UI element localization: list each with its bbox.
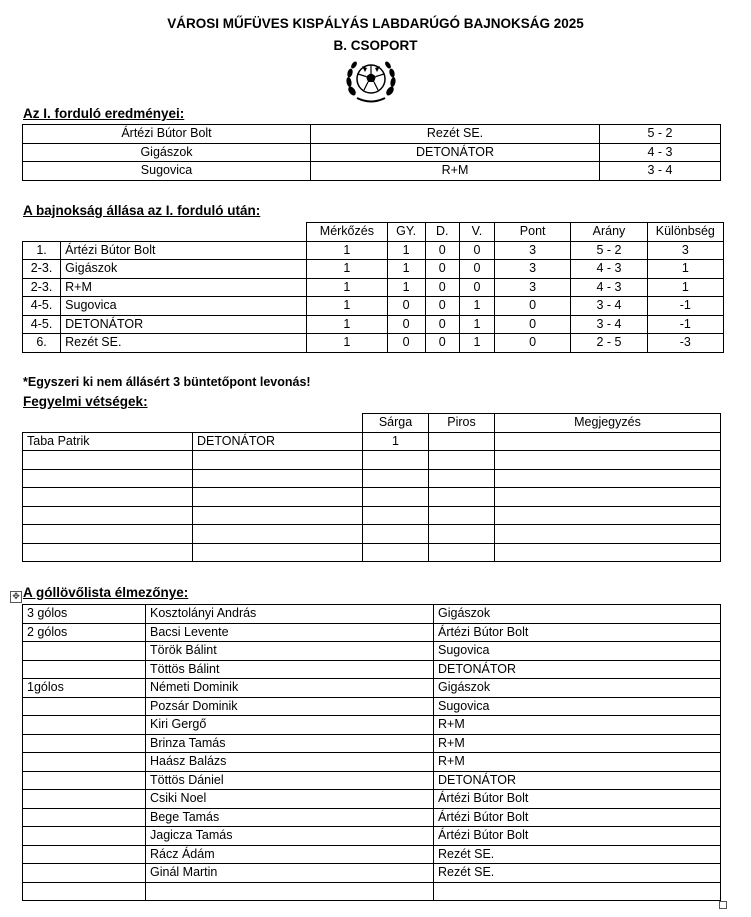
wins-cell: 1 <box>387 241 425 260</box>
end-of-cell-marker <box>719 901 727 909</box>
ratio-cell: 4 - 3 <box>571 260 647 279</box>
player-cell: Németi Dominik <box>146 679 434 698</box>
points-cell: 3 <box>494 278 570 297</box>
soccer-ball-laurel-icon <box>343 55 399 105</box>
team-cell: DETONÁTOR <box>434 771 721 790</box>
points-cell: 0 <box>494 297 570 316</box>
points-cell: 0 <box>494 315 570 334</box>
position-cell: 4-5. <box>23 297 61 316</box>
standings-row <box>23 241 724 260</box>
discipline-row <box>23 525 721 544</box>
player-cell: Török Bálint <box>146 642 434 661</box>
played-cell: 1 <box>307 315 387 334</box>
standings-row <box>23 297 724 316</box>
note-cell <box>495 506 721 525</box>
yellow-card-cell <box>363 488 429 507</box>
team-cell <box>193 525 363 544</box>
goals-cell: 3 gólos <box>23 605 146 624</box>
player-cell: Kosztolányi András <box>146 605 434 624</box>
goals-cell <box>23 697 146 716</box>
player-cell <box>23 543 193 562</box>
team-cell <box>193 469 363 488</box>
draws-cell: 0 <box>425 334 459 353</box>
note-cell <box>495 432 721 451</box>
discipline-row <box>23 506 721 525</box>
team-cell: Sugovica <box>61 297 307 316</box>
ratio-cell: 5 - 2 <box>571 241 647 260</box>
team-cell: Gigászok <box>434 679 721 698</box>
team-cell <box>193 543 363 562</box>
points-cell: 0 <box>494 334 570 353</box>
team-cell: Sugovica <box>434 697 721 716</box>
ratio-cell: 3 - 4 <box>571 297 647 316</box>
team-cell: Ártézi Bútor Bolt <box>434 827 721 846</box>
yellow-card-cell <box>363 506 429 525</box>
discipline-header-row <box>23 414 721 433</box>
difference-cell: -1 <box>647 297 723 316</box>
goals-cell: 1gólos <box>23 679 146 698</box>
result-row <box>23 125 721 144</box>
player-cell <box>23 469 193 488</box>
ratio-cell: 3 - 4 <box>571 315 647 334</box>
score-cell: 4 - 3 <box>600 143 721 162</box>
col-header: V. <box>459 223 494 242</box>
scorer-row <box>23 790 721 809</box>
score-cell: 3 - 4 <box>600 162 721 181</box>
goals-cell <box>23 716 146 735</box>
yellow-card-cell <box>363 543 429 562</box>
note-cell <box>495 543 721 562</box>
player-cell <box>23 488 193 507</box>
red-card-cell <box>429 543 495 562</box>
scorer-row <box>23 808 721 827</box>
difference-cell: 1 <box>647 278 723 297</box>
team-cell: R+M <box>434 753 721 772</box>
team-cell: Gigászok <box>61 260 307 279</box>
col-header: D. <box>425 223 459 242</box>
player-cell <box>146 882 434 901</box>
goals-cell <box>23 827 146 846</box>
player-cell: Bacsi Levente <box>146 623 434 642</box>
red-card-cell <box>429 469 495 488</box>
difference-cell: -3 <box>647 334 723 353</box>
wins-cell: 0 <box>387 315 425 334</box>
scorer-row <box>23 827 721 846</box>
col-header: Mérkőzés <box>307 223 387 242</box>
page-title: VÁROSI MŰFÜVES KISPÁLYÁS LABDARÚGÓ BAJNOKSÁG 2025 <box>167 16 584 31</box>
goals-cell <box>23 845 146 864</box>
played-cell: 1 <box>307 260 387 279</box>
standings-row <box>23 315 724 334</box>
scorer-row <box>23 679 721 698</box>
red-card-cell <box>429 451 495 470</box>
team-cell <box>193 488 363 507</box>
note-cell <box>495 451 721 470</box>
player-cell <box>23 525 193 544</box>
draws-cell: 0 <box>425 241 459 260</box>
discipline-row <box>23 469 721 488</box>
player-cell: Brinza Tamás <box>146 734 434 753</box>
team-cell: DETONÁTOR <box>61 315 307 334</box>
team-cell: Rezét SE. <box>61 334 307 353</box>
col-header: Sárga <box>363 414 429 433</box>
scorer-row <box>23 623 721 642</box>
goals-cell <box>23 882 146 901</box>
losses-cell: 0 <box>459 241 494 260</box>
col-header: GY. <box>387 223 425 242</box>
col-header: Különbség <box>647 223 723 242</box>
results-heading: Az I. forduló eredményei: <box>23 106 185 121</box>
scorer-row <box>23 734 721 753</box>
points-cell: 3 <box>494 260 570 279</box>
played-cell: 1 <box>307 334 387 353</box>
goals-cell <box>23 753 146 772</box>
note-cell <box>495 469 721 488</box>
team-cell <box>434 882 721 901</box>
result-row <box>23 143 721 162</box>
losses-cell: 1 <box>459 334 494 353</box>
difference-cell: 1 <box>647 260 723 279</box>
scorers-table <box>22 604 721 901</box>
standings-table <box>22 222 724 353</box>
scorer-row <box>23 642 721 661</box>
team-cell: Sugovica <box>434 642 721 661</box>
home-team-cell: Gigászok <box>23 143 311 162</box>
table-move-handle-icon[interactable]: ✥ <box>10 591 22 603</box>
home-team-cell: Ártézi Bútor Bolt <box>23 125 311 144</box>
score-cell: 5 - 2 <box>600 125 721 144</box>
standings-row <box>23 278 724 297</box>
wins-cell: 1 <box>387 278 425 297</box>
result-row <box>23 162 721 181</box>
page-subtitle: B. CSOPORT <box>333 38 418 53</box>
discipline-row <box>23 451 721 470</box>
difference-cell: -1 <box>647 315 723 334</box>
player-cell: Töttös Bálint <box>146 660 434 679</box>
position-cell: 4-5. <box>23 315 61 334</box>
losses-cell: 0 <box>459 260 494 279</box>
draws-cell: 0 <box>425 278 459 297</box>
played-cell: 1 <box>307 241 387 260</box>
results-table <box>22 124 721 181</box>
player-cell <box>23 451 193 470</box>
played-cell: 1 <box>307 297 387 316</box>
scorer-row <box>23 605 721 624</box>
goals-cell <box>23 790 146 809</box>
team-cell: Ártézi Bútor Bolt <box>434 790 721 809</box>
ratio-cell: 4 - 3 <box>571 278 647 297</box>
player-cell: Kiri Gergő <box>146 716 434 735</box>
losses-cell: 1 <box>459 297 494 316</box>
col-header: Arány <box>571 223 647 242</box>
yellow-card-cell <box>363 451 429 470</box>
team-cell: Ártézi Bútor Bolt <box>434 808 721 827</box>
team-cell: R+M <box>61 278 307 297</box>
player-cell: Töttös Dániel <box>146 771 434 790</box>
played-cell: 1 <box>307 278 387 297</box>
scorer-row <box>23 771 721 790</box>
goals-cell <box>23 864 146 883</box>
away-team-cell: DETONÁTOR <box>311 143 600 162</box>
position-cell: 2-3. <box>23 260 61 279</box>
player-cell: Haász Balázs <box>146 753 434 772</box>
away-team-cell: R+M <box>311 162 600 181</box>
team-cell <box>193 506 363 525</box>
team-cell: DETONÁTOR <box>193 432 363 451</box>
scorer-row <box>23 845 721 864</box>
yellow-card-cell <box>363 525 429 544</box>
goals-cell: 2 gólos <box>23 623 146 642</box>
player-cell: Pozsár Dominik <box>146 697 434 716</box>
player-cell: Bege Tamás <box>146 808 434 827</box>
draws-cell: 0 <box>425 297 459 316</box>
red-card-cell <box>429 432 495 451</box>
col-header: Piros <box>429 414 495 433</box>
scorer-row <box>23 660 721 679</box>
discipline-row <box>23 488 721 507</box>
red-card-cell <box>429 506 495 525</box>
wins-cell: 0 <box>387 297 425 316</box>
note-cell <box>495 488 721 507</box>
team-cell: R+M <box>434 716 721 735</box>
discipline-table <box>22 413 721 562</box>
goals-cell <box>23 734 146 753</box>
player-cell: Ginál Martin <box>146 864 434 883</box>
standings-header-row <box>23 223 724 242</box>
team-cell: Rezét SE. <box>434 845 721 864</box>
draws-cell: 0 <box>425 260 459 279</box>
goals-cell <box>23 771 146 790</box>
penalty-notice: *Egyszeri ki nem állásért 3 büntetőpont levonás! <box>23 375 311 389</box>
scorers-heading: A góllövőlista élmezőnye: <box>23 585 189 600</box>
scorer-row <box>23 753 721 772</box>
losses-cell: 0 <box>459 278 494 297</box>
away-team-cell: Rezét SE. <box>311 125 600 144</box>
red-card-cell <box>429 525 495 544</box>
ratio-cell: 2 - 5 <box>571 334 647 353</box>
points-cell: 3 <box>494 241 570 260</box>
scorer-row <box>23 697 721 716</box>
discipline-heading: Fegyelmi vétségek: <box>23 394 148 409</box>
team-cell: R+M <box>434 734 721 753</box>
team-cell: Ártézi Bútor Bolt <box>434 623 721 642</box>
position-cell: 2-3. <box>23 278 61 297</box>
draws-cell: 0 <box>425 315 459 334</box>
team-cell: Rezét SE. <box>434 864 721 883</box>
wins-cell: 1 <box>387 260 425 279</box>
home-team-cell: Sugovica <box>23 162 311 181</box>
losses-cell: 1 <box>459 315 494 334</box>
goals-cell <box>23 660 146 679</box>
player-cell: Jagicza Tamás <box>146 827 434 846</box>
team-cell <box>193 451 363 470</box>
scorer-row <box>23 716 721 735</box>
note-cell <box>495 525 721 544</box>
standings-heading: A bajnokság állása az I. forduló után: <box>23 203 261 218</box>
player-cell: Rácz Ádám <box>146 845 434 864</box>
difference-cell: 3 <box>647 241 723 260</box>
player-cell <box>23 506 193 525</box>
goals-cell <box>23 642 146 661</box>
yellow-card-cell <box>363 469 429 488</box>
discipline-row <box>23 543 721 562</box>
team-cell: Gigászok <box>434 605 721 624</box>
position-cell: 1. <box>23 241 61 260</box>
wins-cell: 0 <box>387 334 425 353</box>
scorer-row <box>23 864 721 883</box>
team-cell: Ártézi Bútor Bolt <box>61 241 307 260</box>
standings-row <box>23 260 724 279</box>
goals-cell <box>23 808 146 827</box>
team-cell: DETONÁTOR <box>434 660 721 679</box>
scorer-row <box>23 882 721 901</box>
red-card-cell <box>429 488 495 507</box>
discipline-row <box>23 432 721 451</box>
standings-row <box>23 334 724 353</box>
col-header: Pont <box>494 223 570 242</box>
player-cell: Taba Patrik <box>23 432 193 451</box>
yellow-card-cell: 1 <box>363 432 429 451</box>
col-header: Megjegyzés <box>495 414 721 433</box>
player-cell: Csiki Noel <box>146 790 434 809</box>
position-cell: 6. <box>23 334 61 353</box>
